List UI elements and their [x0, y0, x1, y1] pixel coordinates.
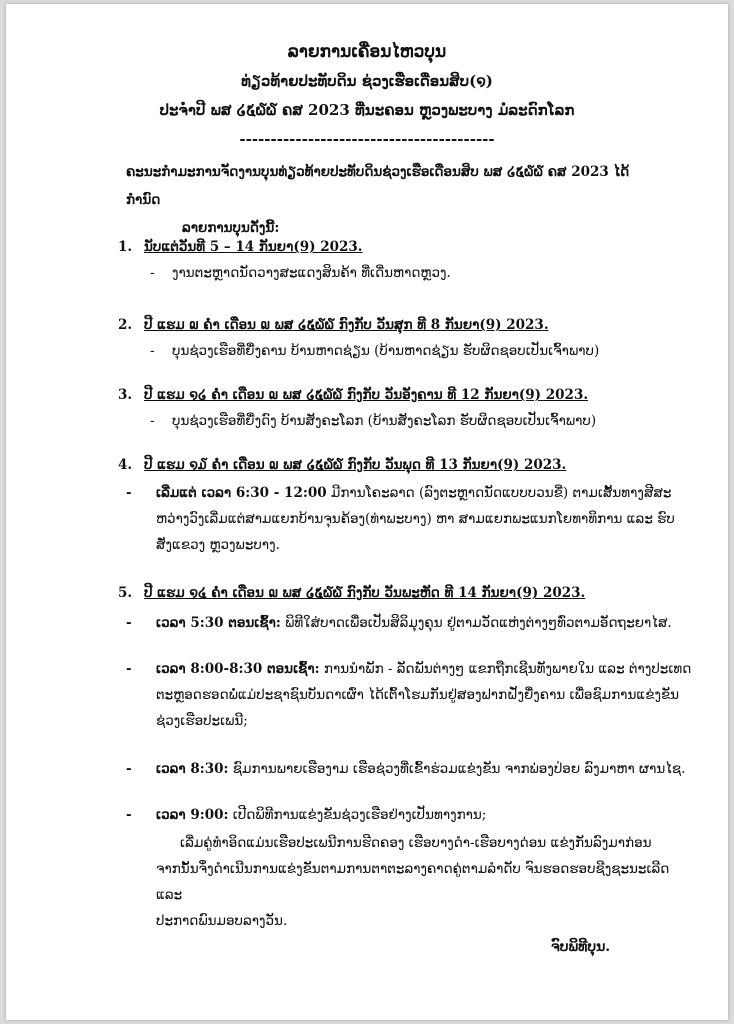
item-detail: ບຸນຊ່ວງເຮືອທີ່ຍື່ງຄານ ບ້ານຫາດຊ່ຽນ (ບ້ານຫາດຊ່ຽນ ຮັບຜິດຊອບເປັນເຈົ້າພາບ) — [172, 343, 600, 359]
item-heading: ປີ ແຮມ ໑໓ ຄ່ຳ ເດືອນ ໙ ພສ ໒໕໖໖ ກົງກັບ ວັນພຸດ ທີ 13 ກັນຍາ(9) 2023. — [144, 457, 567, 473]
item-heading: ນັບແຕ່ວັນທີ 5 – 14 ກັນຍາ(9) 2023. — [144, 239, 363, 255]
document-header — [6, 38, 728, 154]
list-item-1: 1. ນັບແຕ່ວັນທີ 5 – 14 ກັນຍາ(9) 2023. - ງານຕະຫຼາດນັດວາງສະແດງສິນຄ້າ ທີ່ເດີ່ນຫາດຫຼວງ. — [118, 234, 678, 286]
document-page — [6, 4, 728, 1020]
intro-paragraph — [126, 158, 646, 242]
signoff: ຈົບພິທີບຸນ. — [551, 939, 611, 955]
item-detail: ງານຕະຫຼາດນັດວາງສະແດງສິນຄ້າ ທີ່ເດີ່ນຫາດຫຼວງ. — [172, 265, 451, 281]
bullet-item-4: - ເລີ່ມແຕ່ ເວລາ 6:30 - 12:00 ມີການໂຄະລາດ (ລົງຕະຫຼາດນັດແບບບວນຂີ່) ຕາມເສັ້ນທາງສີສະ ຫວ່າງວົງເລີ່ມແຕ່ສາມແຍກບ້ານຈຸນຄ້ອງ(ທ່າພະບາງ) ຫາ ສາມແຍກພະແນກໂຍທາທິການ ແລະ ຮົບ ສັ່ງແຂວງ ຫຼວງພະບາງ. — [126, 485, 675, 553]
bullet-time: ເວລາ 8:30: — [156, 761, 229, 777]
intro-line: ຄະນະກຳມະການຈັດງານບຸນທ່ຽວທ້າຍປະທັບດິນຊ່ວງເຮືອເດືອນສິບ ພສ ໒໕໖໖ ຄສ 2023 ໄດ້ກຳນົດ — [126, 164, 630, 208]
list-item-4 — [118, 452, 678, 478]
bullet-item-5b: - ເວລາ 8:00-8:30 ຕອນເຊົ້າ: ການນຳພັກ - ລັດພັນຕ່າງໆ ແຂກຖືກເຊີນທັງພາຍໃນ ແລະ ຕ່າງປະເທດ ຕະຫຼອດຮອດພໍ່ແມ່ປະຊາຊົນບັນດາເຜົ່າ ໄດ້ເຕົ້າໂຮມກັນຢູ່ສອງຟາກຝັ່ງຍື່ງຄານ ເພື່ອຊົມການແຂ່ງຂັນ ຊ່ວງເຮືອປະເພນີ; — [126, 661, 692, 729]
document-subtitle: ທ່ຽວທ້າຍປະທັບດິນ ຊ່ວງເຮືອເດືອນສິບ(໑) — [241, 72, 493, 90]
document-subtitle-year: ປະຈຳປີ ພສ ໒໕໖໖ ຄສ 2023 ທີ່ນະຄອນ ຫຼວງພະບາງ ມໍລະດົກໂລກ — [159, 101, 575, 119]
bullet-item-5a: - ເວລາ 5:30 ຕອນເຊົ້າ: ພິທີໃສ່ບາດເພື່ອເປັນສິລິມຸງຄຸນ ຢູ່ຕາມວັດແຫ່ງຕ່າງໆທົ່ວຕາມອັດຖະຍາໄສ. — [126, 615, 672, 631]
item-heading: ປີ ແຮມ ໑໔ ຄ່ຳ ເດືອນ ໙ ພສ ໒໕໖໖ ກົງກັບ ວັນພະຫັດ ທີ 14 ກັນຍາ(9) 2023. — [144, 585, 586, 601]
item-heading: ປີ ແຮມ ໑໒ ຄ່ຳ ເດືອນ ໙ ພສ ໒໕໖໖ ກົງກັບ ວັນອັງຄານ ທີ 12 ກັນຍາ(9) 2023. — [144, 387, 589, 403]
list-item-5 — [118, 580, 678, 606]
item-number: 2. — [118, 317, 133, 333]
item-detail: ບຸນຊ່ວງເຮືອທີ່ຍື່ງດົງ ບ້ານສັງຄະໂລກ (ບ້ານສັງຄະໂລກ ຮັບຜິດຊອບເປັນເຈົ້າພາບ) — [172, 413, 597, 429]
bullet-item-5c: - ເວລາ 8:30: ຊົມການພາຍເຮືອງາມ ເຮືອຊ່ວງທີ່ເຂົ້າຮ່ວມແຂ່ງຂັນ ຈາກພ່ອງປ່ອຍ ລົງມາຫາ ຜານໄຊ. — [126, 761, 686, 777]
bullet-time: ເວລາ 9:00: — [156, 807, 229, 823]
item-number: 5. — [118, 585, 133, 601]
bullet-time: ເວລາ 8:00-8:30 ຕອນເຊົ້າ: — [156, 661, 320, 677]
document-title: ລາຍການເຄື່ອນໄຫວບຸນ — [287, 42, 447, 62]
item-number: 1. — [118, 239, 133, 255]
bullet-time: ເລີ່ມແຕ່ ເວລາ 6:30 - 12:00 — [156, 485, 327, 501]
closing-paragraph: ເລີ່ມຄູ່ທຳອິດແມ່ນເຮືອປະເພນີການຮີດຄອງ ເຮືອບາງດຳ-ເຮືອບາງດ່ອນ ແຂ່ງກັນລົງມາກ່ອນ ຈາກນັ້ນຈຶ່ງດຳເນີນການແຂ່ງຂັນຕາມການຕາຕະລາງຄາດຄູ່ຕາມລຳດັບ ຈົນຮອດຮອບຊີງຊະນະເລີດ ແລະ ປະກາດພົນມອບລາງວັນ. — [156, 835, 670, 929]
bullet-item-5d: - ເວລາ 9:00: ເປີດພິທີການແຂ່ງຂັນຊ່ວງເຮືອຢ່າງເປັນທາງການ; — [126, 807, 487, 823]
header-separator: ----------------------------------------- — [239, 130, 495, 148]
list-item-3: 3. ປີ ແຮມ ໑໒ ຄ່ຳ ເດືອນ ໙ ພສ ໒໕໖໖ ກົງກັບ ວັນອັງຄານ ທີ 12 ກັນຍາ(9) 2023. - ບຸນຊ່ວງເຮືອທີ່ຍື່ງດົງ ບ້ານສັງຄະໂລກ (ບ້ານສັງຄະໂລກ ຮັບຜິດຊອບເປັນເຈົ້າພາບ) — [118, 382, 678, 434]
bullet-time: ເວລາ 5:30 ຕອນເຊົ້າ: — [156, 615, 281, 631]
item-heading: ປີ ແຮມ ໙ ຄ່ຳ ເດືອນ ໙ ພສ ໒໕໖໖ ກົງກັບ ວັນສຸກ ທີ 8 ກັນຍາ(9) 2023. — [144, 317, 549, 333]
item-number: 3. — [118, 387, 133, 403]
item-number: 4. — [118, 457, 133, 473]
intro-line: ລາຍການບຸນດັ່ງນີ້: — [182, 220, 280, 236]
list-item-2: 2. ປີ ແຮມ ໙ ຄ່ຳ ເດືອນ ໙ ພສ ໒໕໖໖ ກົງກັບ ວັນສຸກ ທີ 8 ກັນຍາ(9) 2023. - ບຸນຊ່ວງເຮືອທີ່ຍື່ງຄານ ບ້ານຫາດຊ່ຽນ (ບ້ານຫາດຊ່ຽນ ຮັບຜິດຊອບເປັນເຈົ້າພາບ) — [118, 312, 678, 364]
